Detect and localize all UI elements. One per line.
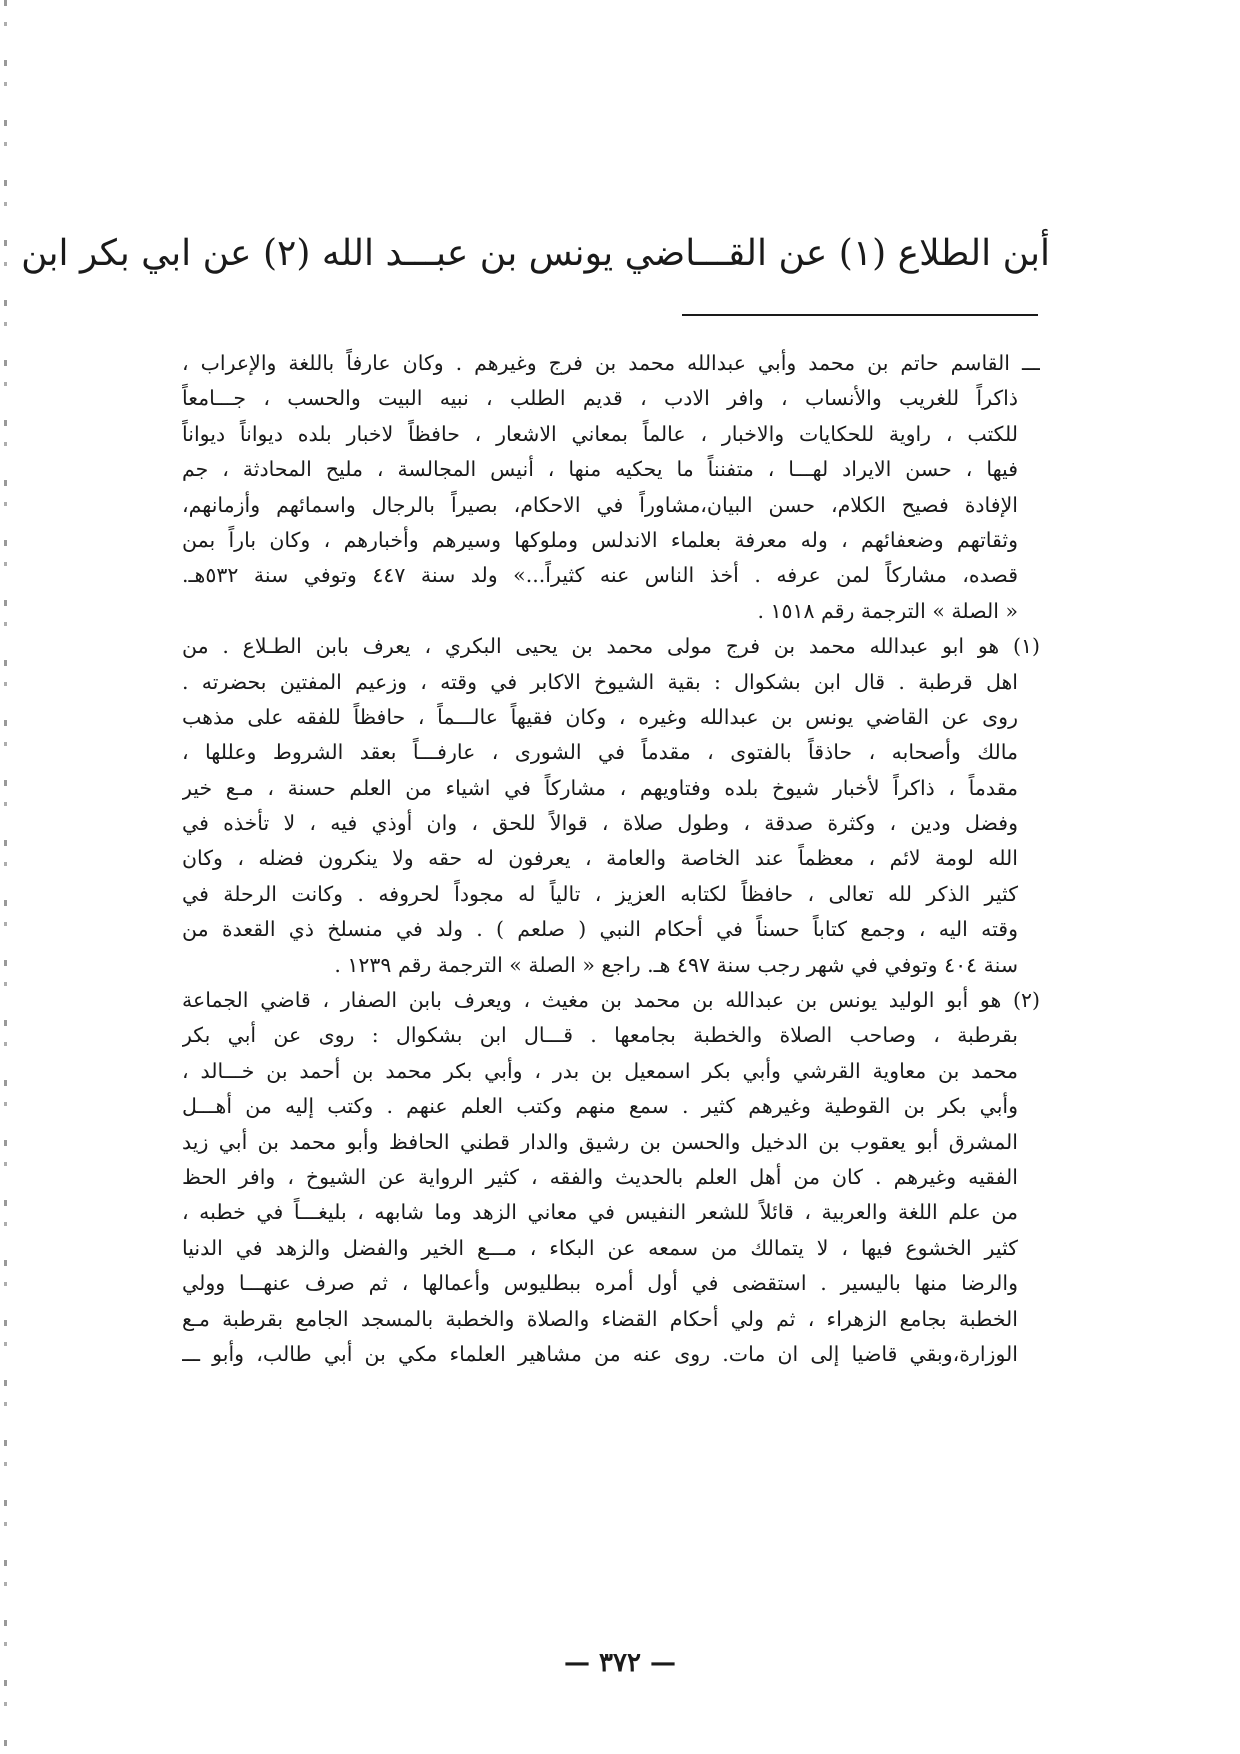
footnote-line: مقدماً ، ذاكراً لأخبار شيوخ بلده وفتاويهم ، مشاركاً في اشياء من العلم حسنة ، مـع خير: [182, 775, 1018, 800]
footnote-line: الخطبة بجامع الزهراء ، ثم ولي أحكام القضاء والصلاة والخطبة بالمسجد الجامع بقرطبة مـع: [182, 1306, 1018, 1331]
main-text-line: أبن الطلاع (١) عن القـــاضي يونس بن عبـــد الله (٢) عن ابي بكر ابن: [21, 233, 1050, 274]
footnote-line: كثير الخشوع فيها ، لا يتمالك من سمعه عن البكاء ، مـــع الخير والفضل والزهد في الدنيا: [182, 1235, 1018, 1260]
footnote-line: (١) هو ابو عبدالله محمد بن فرج مولى محمد بن يحيى البكري ، يعرف بابن الطـلاع . من: [182, 634, 1040, 659]
footnote-line: والرضا منها باليسير . استقضى في أول أمره ببطليوس وأعمالها ، ثم صرف عنهـــا وولي: [182, 1271, 1018, 1296]
footnote-line: الله لومة لائم ، معظماً عند الخاصة والعامة ، يعرفون له حقه ولا ينكرون فضله ، وكان: [182, 846, 1018, 871]
footnote-line: اهل قرطبة . قال ابن بشكوال : بقية الشيوخ الاكابر في وقته ، وزعيم المفتين بحضرته .: [182, 669, 1018, 694]
footnote-line: سنة ٤٠٤ وتوفي في شهر رجب سنة ٤٩٧ هـ. راجع « الصلة » الترجمة رقم ١٢٣٩ .: [334, 952, 1018, 977]
page-number: — ٣٧٢ —: [563, 1648, 677, 1678]
footnote-line: وأبي بكر بن القوطية وغيرهم كثير . سمع منهم وكتب العلم عنهم . وكتب إليه من أهـــل: [182, 1094, 1018, 1119]
footnote-line: بقرطبة ، وصاحب الصلاة والخطبة بجامعها . قـــال ابن بشكوال : روى عن أبي بكر: [182, 1023, 1018, 1048]
footnote-line: ـــ القاسم حاتم بن محمد وأبي عبدالله محمد بن فرج وغيرهم . وكان عارفاً باللغة والإعراب ،: [182, 351, 1040, 375]
footnote-line: وقته اليه ، وجمع كتاباً حسناً في أحكام النبي ( صلعم ) . ولد في منسلخ ذي القعدة من: [182, 917, 1018, 942]
footnote-2: [182, 983, 1040, 1372]
footnote-line: روى عن القاضي يونس بن عبدالله وغيره ، وكان فقيهاً عالـــماً ، حافظاً للفقه على مذهب: [182, 704, 1018, 729]
footnote-line: فيها ، حسن الايراد لهـــا ، متفنناً ما يحكيه منها ، أنيس المجالسة ، مليح المحادثة ، جم: [182, 457, 1018, 482]
footnote-line: مالك وأصحابه ، حاذقاً بالفتوى ، مقدماً في الشورى ، عارفـــاً بعقد الشروط وعللها ،: [182, 740, 1018, 765]
footnote-separator: [682, 314, 1038, 316]
footnotes-block: [182, 346, 1040, 1372]
scan-binding-edge: [4, 0, 7, 1754]
footnote-line: الوزارة،وبقي قاضيا إلى ان مات. روى عنه من مشاهير العلماء مكي بن أبي طالب، وأبو ـــ: [182, 1341, 1018, 1366]
footnote-line: الفقيه وغيرهم . كان من أهل العلم بالحديث والفقه ، كثير الرواية عن الشيوخ ، وافر الحظ: [182, 1164, 1018, 1189]
footnote-line: الإفادة فصيح الكلام، حسن البيان،مشاوراً في الاحكام، بصيراً بالرجال واسمائهم وأزمانهم،: [182, 492, 1018, 517]
footnote-line: للكتب ، راوية للحكايات والاخبار ، عالماً بمعاني الاشعار ، حافظاً لاخبار بلده ديواناً ديواناً: [182, 421, 1018, 446]
footnote-line: وفضل ودين ، وكثرة صدقة ، وطول صلاة ، قوالاً للحق ، وان أوذي فيه ، لا تأخذه في: [182, 811, 1018, 836]
footnote-line: محمد بن معاوية القرشي وأبي بكر اسمعيل بن بدر ، وأبي بكر محمد بن أحمد بن خـــالد ،: [182, 1058, 1018, 1083]
footnote-line: قصده، مشاركاً لمن عرفه . أخذ الناس عنه كثيراً...» ولد سنة ٤٤٧ وتوفي سنة ٥٣٢هـ.: [182, 563, 1019, 588]
footnote-1: [182, 629, 1040, 983]
footnote-line: (٢) هو أبو الوليد يونس بن عبدالله بن محمد بن مغيث ، ويعرف بابن الصفار ، قاضي الجماعة: [182, 988, 1040, 1013]
footnote-line: من علم اللغة والعربية ، قائلاً للشعر النفيس في معاني الزهد وما شابهه ، بليغـــاً في خطبه ،: [182, 1200, 1018, 1225]
footnote-line: « الصلة » الترجمة رقم ١٥١٨ .: [757, 598, 1018, 623]
footnote-line: كثير الذكر لله تعالى ، حافظاً لكتابه العزيز ، تالياً له مجوداً لحروفه . وكانت الرحلة في: [182, 881, 1018, 906]
footnote-continuation: [182, 346, 1040, 629]
footnote-line: المشرق أبو يعقوب بن الدخيل والحسن بن رشيق والدار قطني الحافظ وأبو محمد بن أبي زيد: [182, 1129, 1018, 1154]
footnote-line: ذاكراً للغريب والأنساب ، وافر الادب ، قديم الطلب ، نبيه البيت والحسب ، جـــامعاً: [182, 386, 1018, 411]
footnote-line: وثقاتهم وضعفائهم ، وله معرفة بعلماء الاندلس وملوكها وسيرهم وأخبارهم ، وكان باراً بمن: [182, 527, 1018, 552]
